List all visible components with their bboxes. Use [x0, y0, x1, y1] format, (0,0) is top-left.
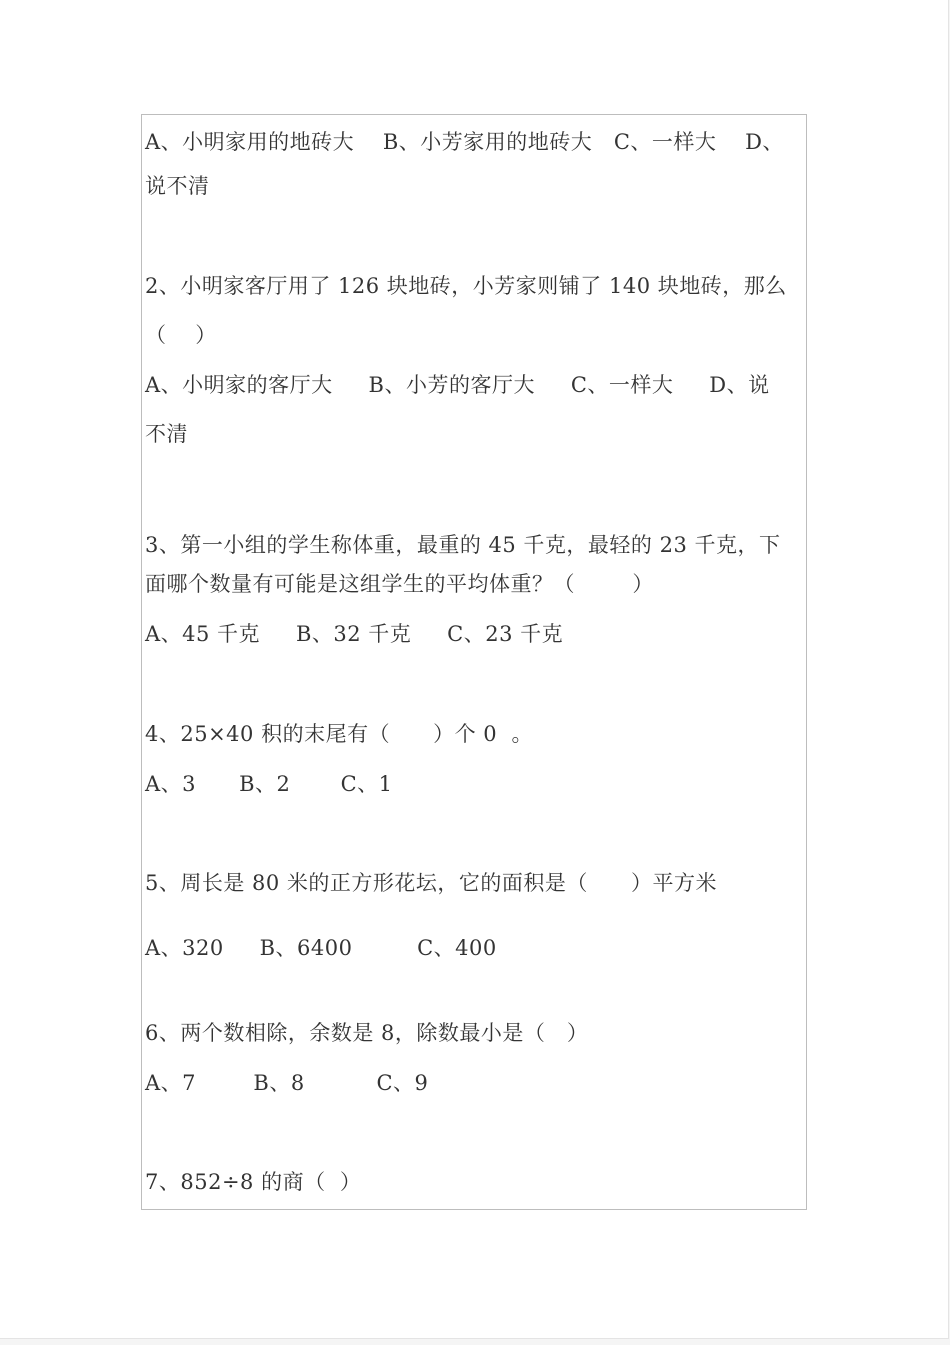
q1-options-line2: 说不清: [145, 174, 210, 198]
q1-options-line1: A、小明家用的地砖大 B、小芳家用的地砖大 C、一样大 D、: [145, 130, 784, 154]
q7-question: 7、852÷8 的商（ ）: [145, 1170, 362, 1194]
q3-options: A、45 千克 B、32 千克 C、23 千克: [145, 622, 564, 646]
q5-options: A、320 B、6400 C、400: [145, 936, 497, 960]
q2-question-line1: 2、小明家客厅用了 126 块地砖，小芳家则铺了 140 块地砖，那么: [145, 274, 787, 298]
q2-options-line1: A、小明家的客厅大 B、小芳的客厅大 C、一样大 D、说: [145, 373, 770, 397]
q2-question-line2: （ ）: [145, 323, 217, 347]
q3-question-line2: 面哪个数量有可能是这组学生的平均体重？（ ）: [145, 572, 654, 596]
q6-question: 6、两个数相除，余数是 8，除数最小是（ ）: [145, 1021, 589, 1045]
q4-options: A、3 B、2 C、1: [145, 772, 393, 796]
q2-options-line2: 不清: [145, 422, 188, 446]
q5-question: 5、周长是 80 米的正方形花坛，它的面积是（ ）平方米: [145, 871, 717, 895]
q3-question-line1: 3、第一小组的学生称体重，最重的 45 千克，最轻的 23 千克，下: [145, 533, 781, 557]
q6-options: A、7 B、8 C、9: [145, 1071, 429, 1095]
q4-question: 4、25×40 积的末尾有（ ）个 0 。: [145, 722, 534, 746]
